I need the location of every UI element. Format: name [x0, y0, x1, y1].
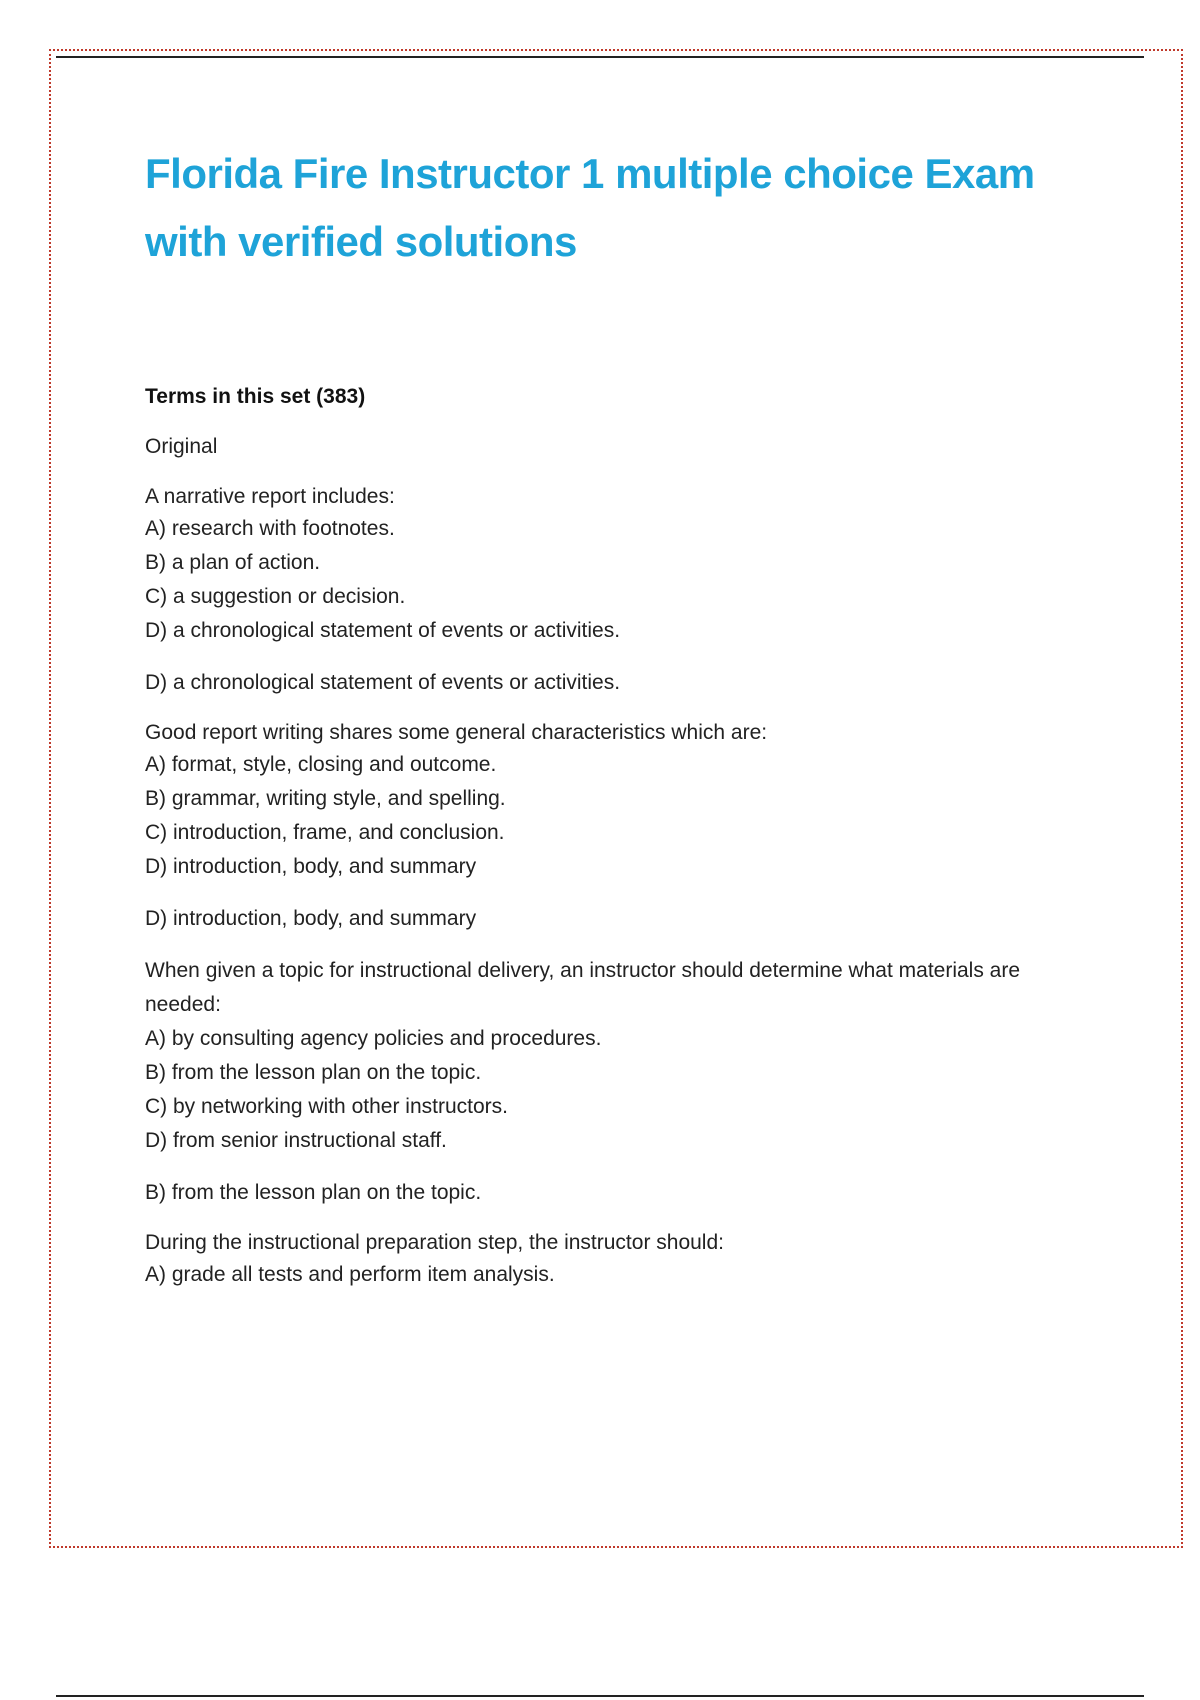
document-title: Florida Fire Instructor 1 multiple choice Exam with verified solutions — [145, 150, 1035, 265]
choice-item: C) a suggestion or decision. — [145, 585, 406, 608]
document-body — [145, 140, 1085, 1292]
question-block — [145, 482, 1085, 698]
question-block — [145, 718, 1085, 934]
question-block — [145, 954, 1085, 1208]
terms-count: Terms in this set (383) — [145, 385, 366, 408]
choice-item: B) a plan of action. — [145, 551, 321, 574]
question-prompt: During the instructional preparation step, the instructor should: — [145, 1231, 724, 1254]
choice-item: D) from senior instructional staff. — [145, 1129, 447, 1152]
choice-item: A) research with footnotes. — [145, 517, 395, 540]
choice-list — [145, 1258, 1085, 1292]
set-label: Original — [145, 435, 218, 458]
answer-text: D) introduction, body, and summary — [145, 907, 477, 930]
choice-item: B) grammar, writing style, and spelling. — [145, 787, 506, 810]
choice-item: B) from the lesson plan on the topic. — [145, 1061, 482, 1084]
choice-item: A) format, style, closing and outcome. — [145, 753, 497, 776]
choice-item: A) grade all tests and perform item analysis. — [145, 1263, 555, 1286]
choice-item: A) by consulting agency policies and procedures. — [145, 1027, 602, 1050]
bottom-rule — [56, 1695, 1144, 1697]
choice-item: C) by networking with other instructors. — [145, 1095, 508, 1118]
answer-text: D) a chronological statement of events or activities. — [145, 671, 621, 694]
top-rule — [56, 56, 1144, 58]
choice-item: D) introduction, body, and summary — [145, 855, 477, 878]
choice-list — [145, 512, 1085, 648]
question-prompt: Good report writing shares some general characteristics which are: — [145, 721, 768, 744]
question-block — [145, 1228, 1085, 1292]
choice-item: C) introduction, frame, and conclusion. — [145, 821, 505, 844]
choice-list — [145, 1022, 1085, 1158]
question-prompt: A narrative report includes: — [145, 485, 395, 508]
answer-text: B) from the lesson plan on the topic. — [145, 1181, 482, 1204]
question-prompt: When given a topic for instructional delivery, an instructor should determine what materials are needed: — [145, 959, 1021, 1016]
choice-item: D) a chronological statement of events or activities. — [145, 619, 621, 642]
choice-list — [145, 748, 1085, 884]
